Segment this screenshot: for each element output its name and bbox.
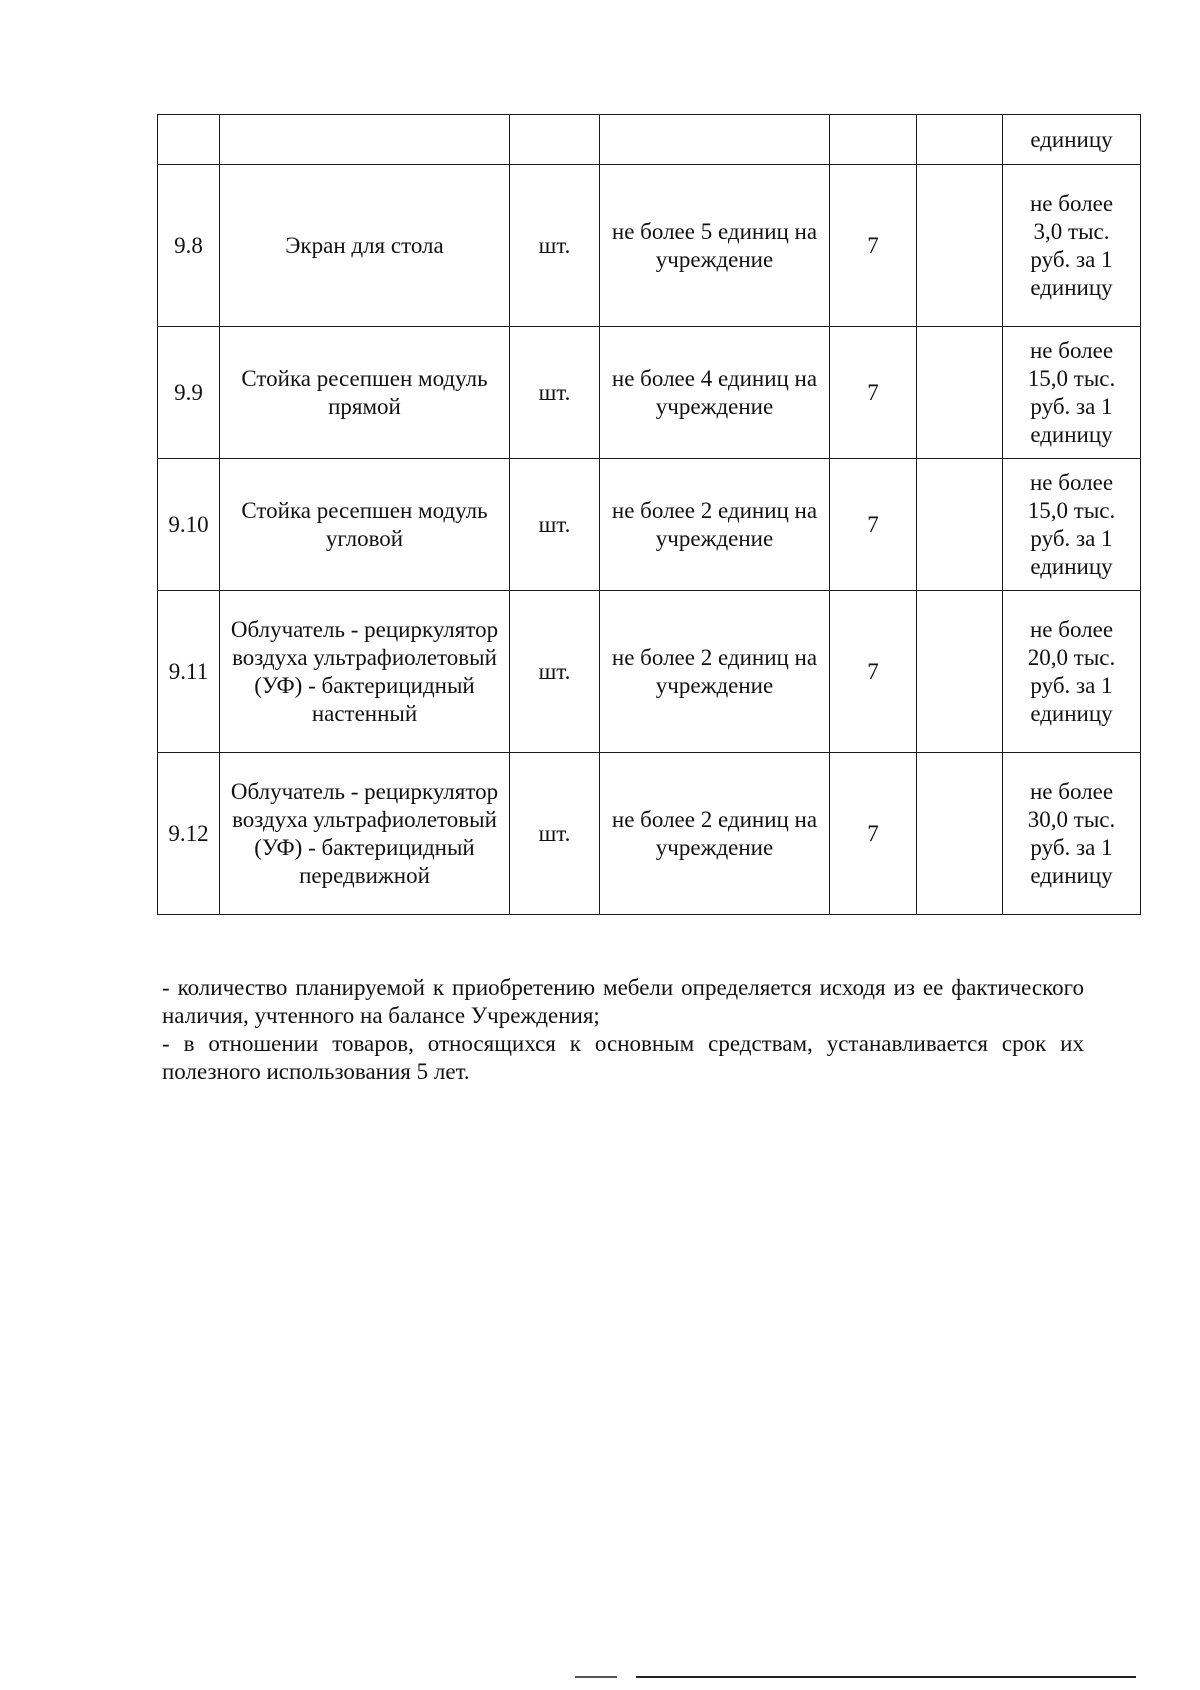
cell-group bbox=[830, 115, 917, 165]
cell-unit bbox=[510, 115, 600, 165]
notes-block bbox=[162, 974, 1084, 1086]
cell-price: не более 3,0 тыс. руб. за 1 единицу bbox=[1003, 165, 1141, 327]
cell-unit: шт. bbox=[510, 591, 600, 753]
cell-period bbox=[917, 459, 1003, 591]
cell-qty bbox=[600, 115, 830, 165]
table-row bbox=[158, 459, 1141, 591]
cell-name: Облучатель - рециркулятор воздуха ультрафиолетовый (УФ) - бактерицидный настенный bbox=[220, 591, 510, 753]
table-row bbox=[158, 591, 1141, 753]
cell-name: Экран для стола bbox=[220, 165, 510, 327]
cell-group: 7 bbox=[830, 327, 917, 459]
table-row-continuation bbox=[158, 115, 1141, 165]
cell-price: не более 15,0 тыс. руб. за 1 единицу bbox=[1003, 327, 1141, 459]
table-row bbox=[158, 165, 1141, 327]
cell-unit: шт. bbox=[510, 753, 600, 915]
cell-num: 9.9 bbox=[158, 327, 220, 459]
footer-rule-long bbox=[636, 1676, 1136, 1678]
cell-name bbox=[220, 115, 510, 165]
cell-group: 7 bbox=[830, 165, 917, 327]
cell-qty: не более 2 единиц на учреждение bbox=[600, 591, 830, 753]
cell-period bbox=[917, 115, 1003, 165]
cell-period bbox=[917, 591, 1003, 753]
footer-rule-short bbox=[575, 1676, 617, 1678]
cell-qty: не более 4 единиц на учреждение bbox=[600, 327, 830, 459]
cell-qty: не более 2 единиц на учреждение bbox=[600, 753, 830, 915]
cell-unit: шт. bbox=[510, 327, 600, 459]
cell-name: Облучатель - рециркулятор воздуха ультрафиолетовый (УФ) - бактерицидный передвижной bbox=[220, 753, 510, 915]
note-useful-life: - в отношении товаров, относящихся к основным средствам, устанавливается срок их полезного использования 5 лет. bbox=[162, 1031, 1084, 1084]
cell-group: 7 bbox=[830, 753, 917, 915]
cell-num bbox=[158, 115, 220, 165]
cell-period bbox=[917, 327, 1003, 459]
cell-group: 7 bbox=[830, 591, 917, 753]
cell-qty: не более 5 единиц на учреждение bbox=[600, 165, 830, 327]
cell-num: 9.11 bbox=[158, 591, 220, 753]
cell-name: Стойка ресепшен модуль прямой bbox=[220, 327, 510, 459]
cell-price: не более 20,0 тыс. руб. за 1 единицу bbox=[1003, 591, 1141, 753]
norms-table bbox=[157, 114, 1141, 915]
cell-name: Стойка ресепшен модуль угловой bbox=[220, 459, 510, 591]
table-row bbox=[158, 327, 1141, 459]
cell-num: 9.10 bbox=[158, 459, 220, 591]
cell-num: 9.12 bbox=[158, 753, 220, 915]
note-furniture-quantity: - количество планируемой к приобретению мебели определяется исходя из ее фактического наличия, учтенного на балансе Учреждения; bbox=[162, 975, 1084, 1028]
cell-period bbox=[917, 165, 1003, 327]
cell-qty: не более 2 единиц на учреждение bbox=[600, 459, 830, 591]
cell-price: не более 15,0 тыс. руб. за 1 единицу bbox=[1003, 459, 1141, 591]
table-row bbox=[158, 753, 1141, 915]
cell-price: не более 30,0 тыс. руб. за 1 единицу bbox=[1003, 753, 1141, 915]
cell-period bbox=[917, 753, 1003, 915]
cell-unit: шт. bbox=[510, 165, 600, 327]
cell-price: единицу bbox=[1003, 115, 1141, 165]
cell-unit: шт. bbox=[510, 459, 600, 591]
cell-group: 7 bbox=[830, 459, 917, 591]
cell-num: 9.8 bbox=[158, 165, 220, 327]
